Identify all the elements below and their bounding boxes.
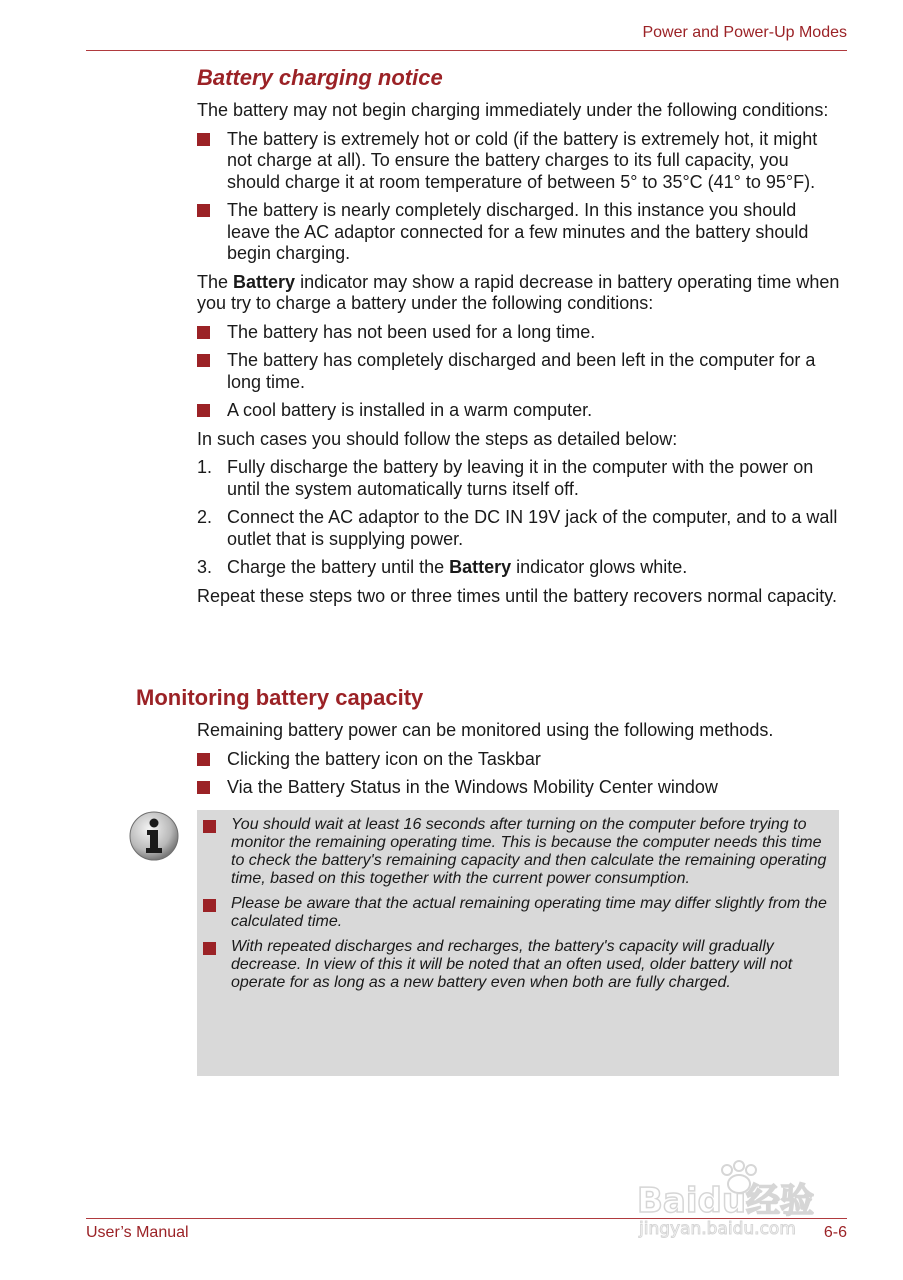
bullet-square-icon — [197, 204, 210, 217]
step-item: 1. Fully discharge the battery by leaving it in the computer with the power on until the system automatically turns itself off. — [197, 457, 814, 499]
methods-list — [197, 749, 842, 799]
battery-indicator-paragraph: The Battery indicator may show a rapid decrease in battery operating time when you try to charge a battery under the following conditions: — [197, 271, 840, 313]
note-box — [197, 810, 839, 1076]
decrease-conditions-list — [197, 322, 842, 422]
monitoring-intro: Remaining battery power can be monitored using the following methods. — [197, 720, 774, 740]
bullet-square-icon — [203, 942, 216, 955]
watermark-logo — [635, 1160, 845, 1238]
intro-paragraph: The battery may not begin charging immediately under the following conditions: — [197, 100, 829, 120]
bullet-square-icon — [197, 753, 210, 766]
bullet-square-icon — [203, 899, 216, 912]
conditions-list — [197, 129, 842, 265]
list-item: The battery is nearly completely discharged. In this instance you should leave the AC adaptor connected for a few minutes and the battery should begin charging. — [197, 200, 842, 265]
step-item: 3. Charge the battery until the Battery indicator glows white. — [197, 557, 688, 577]
list-item: Via the Battery Status in the Windows Mobility Center window — [197, 777, 842, 799]
footer-manual-title: User’s Manual — [86, 1224, 189, 1241]
bullet-square-icon — [197, 326, 210, 339]
running-header: Power and Power-Up Modes — [642, 24, 847, 41]
bullet-square-icon — [197, 404, 210, 417]
footer-rule — [86, 1218, 847, 1219]
watermark-brand: Baidu经验 — [637, 1181, 815, 1221]
bullet-square-icon — [197, 133, 210, 146]
list-item: You should wait at least 16 seconds after turning on the computer before trying to monitor the remaining operating time. This is because the computer needs this time to check the battery's remaining capacity and then calculate the remaining operating time, based on this together with the current power consumption. — [201, 816, 831, 888]
steps-list — [197, 457, 842, 579]
bullet-square-icon — [203, 820, 216, 833]
bullet-square-icon — [197, 781, 210, 794]
list-item: Please be aware that the actual remaining operating time may differ slightly from the calculated time. — [201, 895, 831, 931]
page-number: 6-6 — [823, 1224, 847, 1241]
list-item: A cool battery is installed in a warm computer. — [197, 400, 842, 422]
monitoring-heading: Monitoring battery capacity — [136, 685, 424, 710]
section-battery-charging — [197, 64, 842, 614]
list-item: The battery has not been used for a long time. — [197, 322, 842, 344]
info-icon — [128, 810, 180, 862]
section-monitoring — [197, 720, 842, 806]
repeat-paragraph: Repeat these steps two or three times until the battery recovers normal capacity. — [197, 585, 837, 606]
watermark-url: jingyan.baidu.com — [639, 1219, 796, 1238]
steps-intro: In such cases you should follow the steps as detailed below: — [197, 428, 678, 449]
list-item: The battery is extremely hot or cold (if the battery is extremely hot, it might not charge at all). To ensure the battery charges to its full capacity, you should charge it at room temperature of between 5° to 35°C (41° to 95°F). — [197, 129, 842, 194]
step-item: 2. Connect the AC adaptor to the DC IN 19V jack of the computer, and to a wall outlet that is supplying power. — [197, 507, 838, 549]
list-item: Clicking the battery icon on the Taskbar — [197, 749, 842, 771]
list-item: The battery has completely discharged and been left in the computer for a long time. — [197, 350, 842, 393]
section-heading: Battery charging notice — [197, 65, 443, 90]
note-list — [197, 810, 839, 992]
header-rule — [86, 50, 847, 51]
list-item: With repeated discharges and recharges, the battery's capacity will gradually decrease. In view of this it will be noted that an often used, older battery will not operate for as long as a new battery even when both are fully charged. — [201, 938, 831, 992]
bullet-square-icon — [197, 354, 210, 367]
